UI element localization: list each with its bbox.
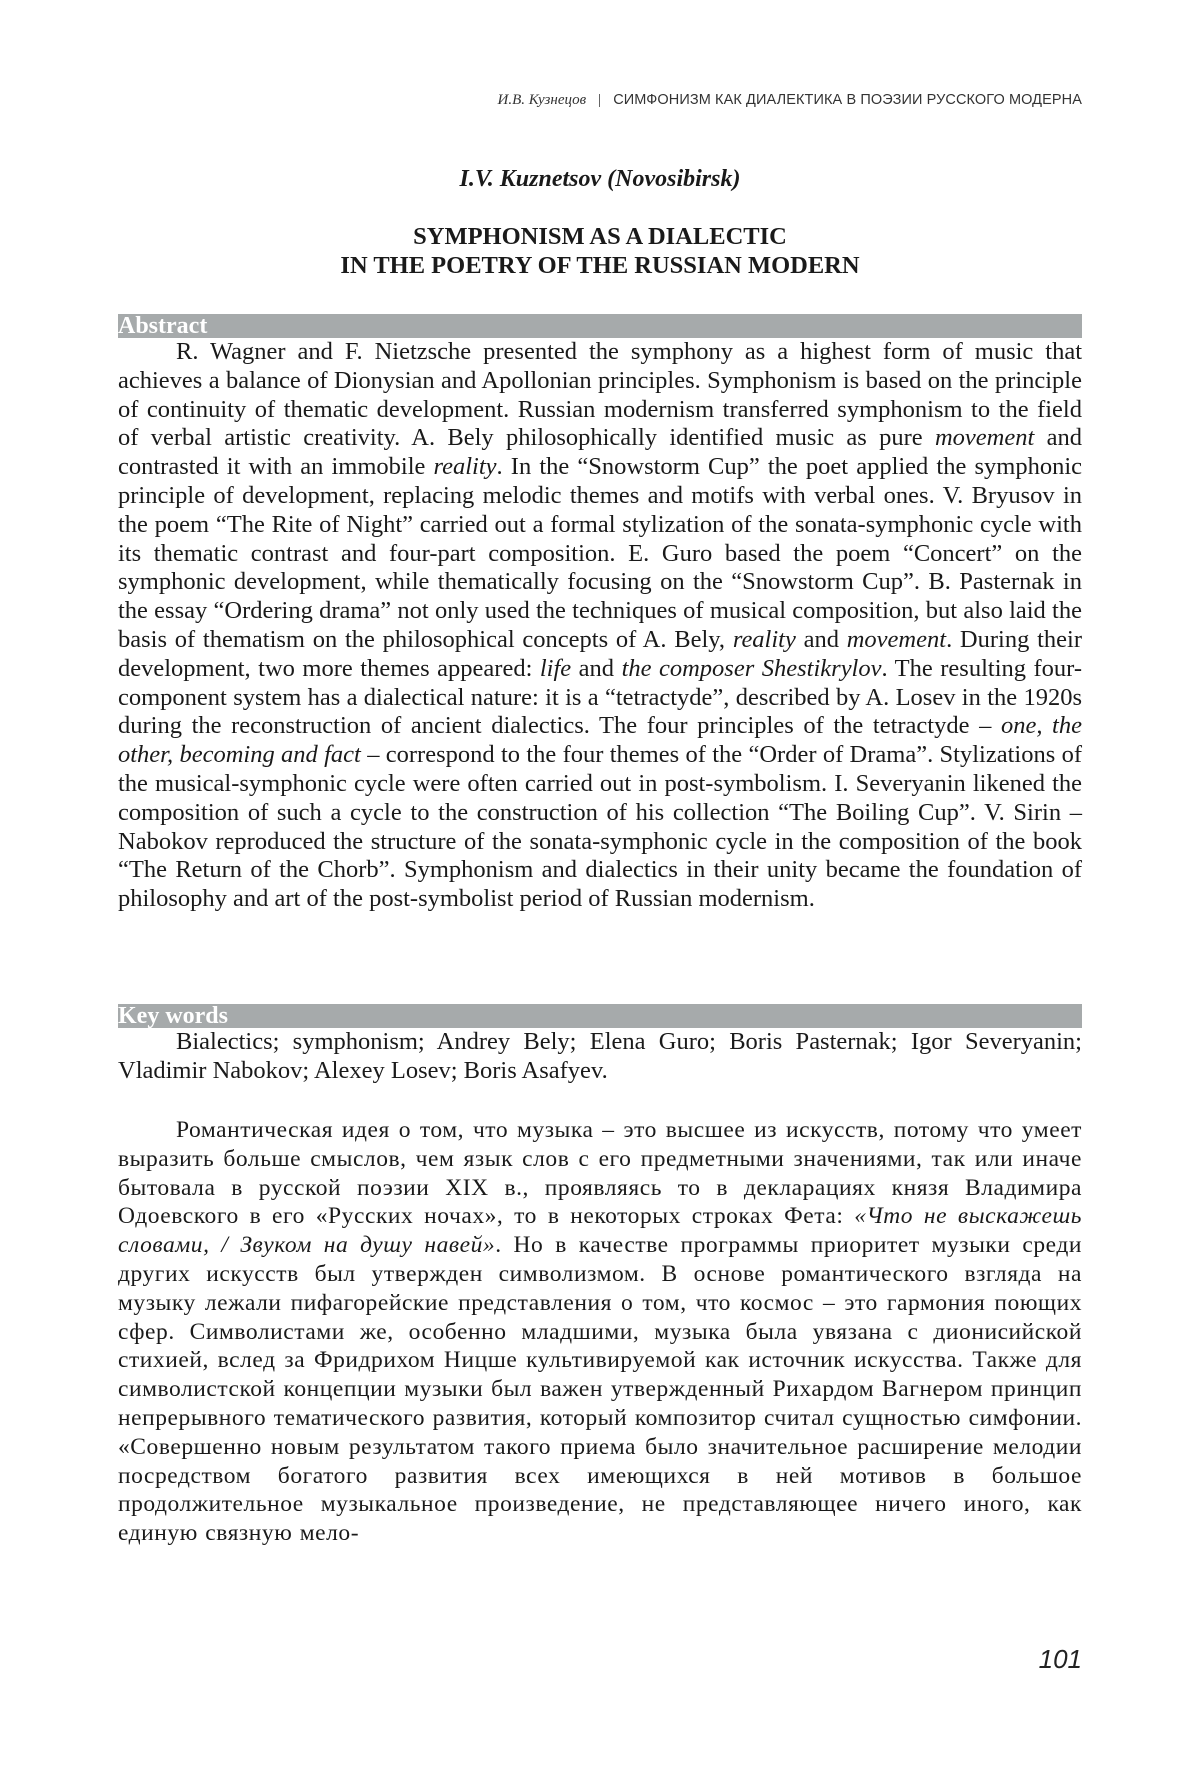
abstract-emphasis: reality bbox=[732, 625, 796, 653]
keywords-text: Bialectics; symphonism; Andrey Bely; Elena Guro; Boris Pasternak; Igor Severyanin; Vladimir Nabokov; Alexey Losev; Boris Asafyev. bbox=[118, 1028, 1082, 1084]
page-number: 101 bbox=[1038, 1644, 1082, 1674]
abstract-heading: Abstract bbox=[118, 314, 1082, 338]
abstract-emphasis: life bbox=[539, 654, 572, 682]
body-quotation: «Что не выскажешь словами, / Звуком на душу навей» bbox=[118, 1203, 1083, 1259]
abstract-text bbox=[118, 338, 1082, 914]
body-text-part: Романтическая идея о том, что музыка – это высшее из искусств, потому что умеет выразить больше смыслов, чем язык слов с его предметными значениями, так или иначе бытовала в русской поэзии XIX в., проявляясь то в декларациях князя Владимира Одоевского в его «Русских ночах», то в некоторых строках Фета: bbox=[118, 1117, 1082, 1230]
running-head bbox=[118, 92, 1082, 109]
abstract-text-part: . During their development, two more themes appeared: bbox=[118, 625, 1082, 682]
keywords-section bbox=[118, 1004, 1082, 1086]
abstract-emphasis: movement bbox=[934, 424, 1035, 452]
abstract-section bbox=[118, 314, 1082, 914]
abstract-emphasis: reality bbox=[433, 453, 497, 481]
body-paragraph bbox=[118, 1116, 1082, 1548]
running-head-separator: | bbox=[598, 92, 602, 108]
abstract-emphasis: the composer Shestikrylov bbox=[621, 654, 882, 682]
abstract-text-part: and bbox=[795, 625, 847, 653]
body-section bbox=[118, 1116, 1082, 1548]
article-title bbox=[118, 222, 1082, 280]
abstract-text-part: . The resulting four-component system has a dialectical nature: it is a “tetractyde”, described by A. Losev in the 1920s during the reconstruction of ancient dialectics. The four principles of the tetractyde – bbox=[118, 654, 1082, 740]
abstract-text-part: and bbox=[571, 654, 622, 682]
body-text-part: . Но в качестве программы приоритет музыки среди других искусств был утвержден символизмом. В основе романтического взгляда на музыку лежали пифагорейские представления о том, что космос – это гармония поющих сфер. Символистами же, особенно младшими, музыка была увязана с дионисийской стихией, вслед за Фридрихом Ницше культивируемой как источник искусства. Также для символистской концепции музыки был важен утвержденный Рихардом Вагнером принцип непрерывного тематического развития, который композитор считал сущностью симфонии. «Совершенно новым результатом такого приема было значительное расширение мелодии посредством богатого развития всех имеющихся в ней мотивов в большое продолжительное музыкальное произведение, не представляющее ничего иного, как единую связную мело- bbox=[118, 1232, 1082, 1547]
article-author: I.V. Kuznetsov (Novosibirsk) bbox=[459, 166, 741, 192]
abstract-text-part: and contrasted it with an immobile bbox=[118, 424, 1083, 481]
article-title-line-1: SYMPHONISM AS A DIALECTIC bbox=[413, 223, 787, 250]
running-head-title: СИМФОНИЗМ КАК ДИАЛЕКТИКА В ПОЭЗИИ РУССКОГО МОДЕРНА bbox=[613, 92, 1082, 108]
article-title-line-2: IN THE POETRY OF THE RUSSIAN MODERN bbox=[340, 252, 860, 279]
abstract-emphasis: movement bbox=[846, 625, 947, 653]
keywords-heading: Key words bbox=[118, 1004, 1082, 1028]
abstract-emphasis: one, the other, becoming and fact bbox=[118, 712, 1082, 769]
abstract-text-part: – correspond to the four themes of the “Order of Drama”. Stylizations of the musical-symphonic cycle were often carried out in post-symbolism. I. Severyanin likened the composition of such a cycle to the construction of his collection “The Boiling Cup”. V. Sirin – Nabokov reproduced the structure of the sonata-symphonic cycle in the composition of the book “The Return of the Chorb”. Symphonism and dialectics in their unity became the foundation of philosophy and art of the post-symbolist period of Russian modernism. bbox=[118, 741, 1082, 913]
abstract-text-part: R. Wagner and F. Nietzsche presented the symphony as a highest form of music that achieves a balance of Dionysian and Apollonian principles. Symphonism is based on the principle of continuity of thematic development. Russian modernism transferred symphonism to the field of verbal artistic creativity. A. Bely philosophically identified music as pure bbox=[118, 338, 1082, 452]
running-head-author: И.В. Кузнецов bbox=[497, 92, 587, 108]
abstract-text-part: . In the “Snowstorm Cup” the poet applied the symphonic principle of development, replacing melodic themes and motifs with verbal ones. V. Bryusov in the poem “The Rite of Night” carried out a formal stylization of the sonata-symphonic cycle with its thematic contrast and four-part composition. E. Guro based the poem “Concert” on the symphonic development, while thematically focusing on the “Snowstorm Cup”. B. Pasternak in the essay “Ordering drama” not only used the techniques of musical composition, but also laid the basis of thematism on the philosophical concepts of A. Bely, bbox=[118, 453, 1083, 653]
